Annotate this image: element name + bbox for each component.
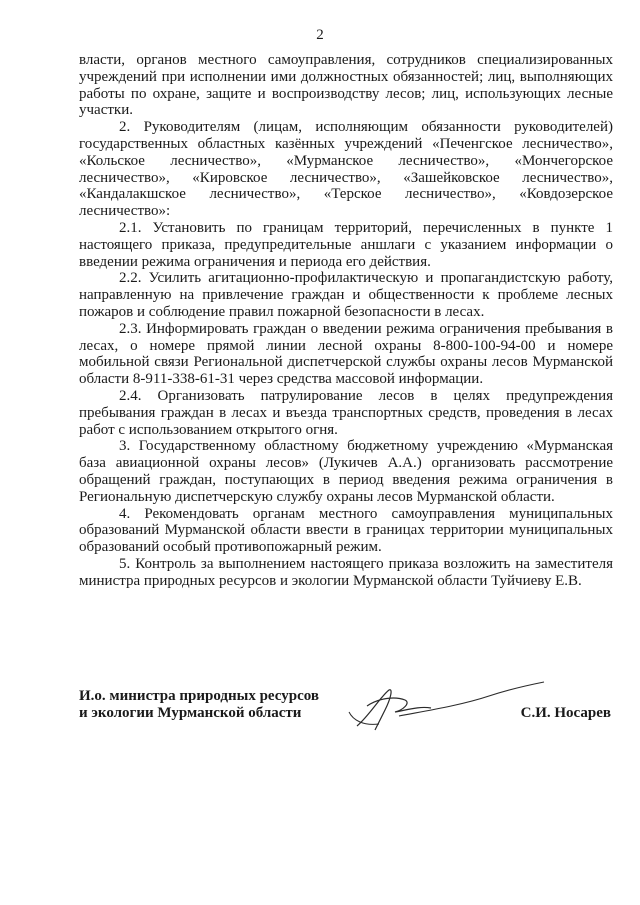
signatory-title-line-2: и экологии Мурманской области [79,705,302,721]
signatory-title-line-1: И.о. министра природных ресурсов [79,688,319,704]
paragraph-item-3: 3. Государственному областному бюджетному учреждению «Мурманская база авиационной охраны лесов» (Лукичев А.А.) организовать рассмотрение обращений граждан, поступающих в период введения режима ограничения в Региональную диспетчерскую службу охраны лесов Мурманской области. [79,438,613,505]
paragraph-item-4: 4. Рекомендовать органам местного самоуправления муниципальных образований Мурманской области ввести в границах территории муниципальных образований особый противопожарный режим. [79,505,613,556]
paragraph-item-5: 5. Контроль за выполнением настоящего приказа возложить на заместителя министра природных ресурсов и экологии Мурманской области Туйчиеву Е.В. [79,555,613,589]
paragraph-item-2-4: 2.4. Организовать патрулирование лесов в целях предупреждения пребывания граждан в лесах и въезда транспортных средств, проведения в лесах работ с использованием открытого огня. [79,387,613,438]
signatory-title [79,688,319,722]
signatory-name: С.И. Носарев [520,705,611,721]
paragraph-item-2-3: 2.3. Информировать граждан о введении режима ограничения пребывания в лесах, о номере прямой линии лесной охраны 8-800-100-94-00 и номере мобильной связи Региональной диспетчерской службы охраны лесов Мурманской области 8-911-338-61-31 через средства массовой информации. [79,320,613,388]
paragraph-item-2-2: 2.2. Усилить агитационно-профилактическую и пропагандистскую работу, направленную на привлечение граждан и общественности к проблеме лесных пожаров и соблюдение правил пожарной безопасности в лесах. [79,270,613,320]
paragraph-item-2-1: 2.1. Установить по границам территорий, перечисленных в пункте 1 настоящего приказа, предупредительные аншлаги с указанием информации о введении режима ограничения и периода его действия. [79,219,613,270]
document-body [79,52,613,590]
signature-block [79,688,613,748]
paragraph-item-2: 2. Руководителям (лицам, исполняющим обязанности руководителей) государственных областных казённых учреждений «Печенгское лесничество», «Кольское лесничество», «Мурманское лесничество», «Мончегорское лесничество», «Кировское лесничество», «Зашейковское лесничество», «Кандалакшское лесничество», «Терское лесничество», «Ковдозерское лесничество»: [79,119,613,220]
paragraph-continuation: власти, органов местного самоуправления, сотрудников специализированных учреждений при исполнении ими должностных обязанностей; лиц, выполняющих работы по охране, защите и воспроизводству лесов; лиц, использующих лесные участки. [79,52,613,119]
page-number: 2 [316,27,324,43]
